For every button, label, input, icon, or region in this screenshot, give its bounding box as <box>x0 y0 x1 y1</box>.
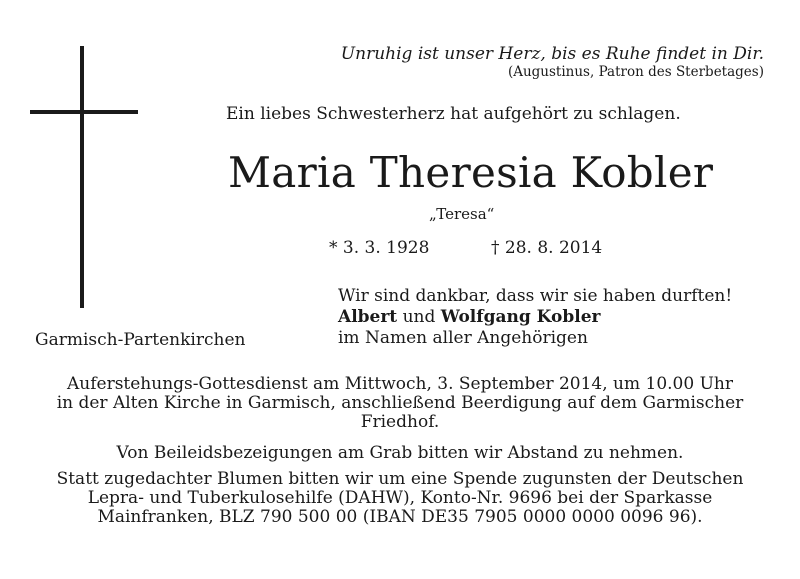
mourners-line <box>338 307 732 328</box>
deceased-name: Maria Theresia Kobler <box>228 148 714 197</box>
death-date: † 28. 8. 2014 <box>491 238 603 258</box>
condolence-notice: Von Beileidsbezeigungen am Grab bitten wir Abstand zu nehmen. <box>116 443 684 463</box>
service-line: Auferstehungs-Gottesdienst am Mittwoch, 3. September 2014, um 10.00 Uhr <box>66 374 733 394</box>
cross-icon-vertical <box>80 46 84 308</box>
epigraph-source: (Augustinus, Patron des Sterbetages) <box>507 64 764 80</box>
place-name: Garmisch-Partenkirchen <box>35 330 246 350</box>
epigraph-quote: Unruhig ist unser Herz, bis es Ruhe findet in Dir. <box>340 44 764 64</box>
birth-date: * 3. 3. 1928 <box>329 238 430 258</box>
relatives-line: im Namen aller Angehörigen <box>338 328 588 348</box>
deceased-nickname: „Teresa“ <box>429 205 495 223</box>
service-line: Friedhof. <box>360 412 440 432</box>
thanks-line: Wir sind dankbar, dass wir sie haben durften! <box>338 286 733 306</box>
mourner-name-1: Albert <box>338 307 398 327</box>
donation-line: Lepra- und Tuberkulosehilfe (DAHW), Konto-Nr. 9696 bei der Sparkasse <box>87 488 713 508</box>
donation-line: Mainfranken, BLZ 790 500 00 (IBAN DE35 7905 0000 0000 0096 96). <box>97 507 703 527</box>
donation-line: Statt zugedachter Blumen bitten wir um eine Spende zugunsten der Deutschen <box>56 469 744 489</box>
service-line: in der Alten Kirche in Garmisch, anschließend Beerdigung auf dem Garmischer <box>56 393 744 413</box>
mourner-name-2: Wolfgang Kobler <box>440 307 601 327</box>
donation-notice <box>30 470 770 527</box>
cross-icon-horizontal <box>30 110 138 114</box>
mourner-conjunction: und <box>402 307 436 327</box>
intro-line: Ein liebes Schwesterherz hat aufgehört zu schlagen. <box>226 104 681 124</box>
service-announcement <box>30 375 770 432</box>
thanks-block <box>338 286 732 349</box>
